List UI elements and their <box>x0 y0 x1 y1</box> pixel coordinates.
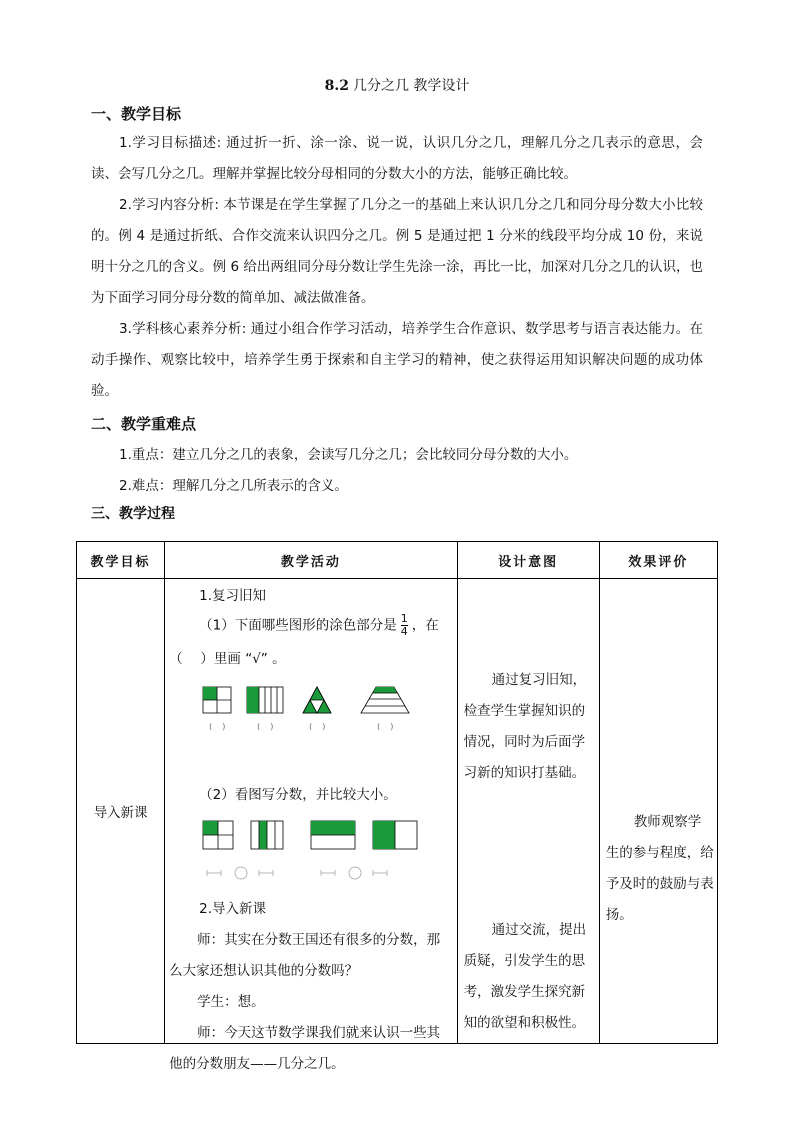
fraction-figures-row1 <box>199 683 439 717</box>
header-activity: 教学活动 <box>165 542 457 579</box>
frac-denominator: 4 <box>400 625 408 638</box>
fraction-one-quarter <box>401 613 408 638</box>
title-number: 8.2 <box>324 78 349 94</box>
compare-blanks <box>207 867 387 879</box>
intent-cell <box>457 579 599 1044</box>
review-title: 1.复习旧知 <box>199 588 267 604</box>
answer-blank[interactable]: ( ) <box>209 722 227 731</box>
goal-item: 1.学习目标描述: 通过折一折、涂一涂、说一说，认识几分之几，理解几分之几表示的意思，会读、会写几分之几。理解并掌握比较分母相同的分数大小的方法，能够正确比较。 <box>91 135 703 182</box>
page-title <box>0 76 794 96</box>
square-quarter-figure <box>203 687 231 713</box>
lesson-table <box>76 541 718 1072</box>
intent-text: 通过交流，提出质疑，引发学生的思考，激发学生探究新知的欲望和积极性。 <box>463 922 587 1031</box>
table-header-row <box>77 542 718 579</box>
intro-title: 2.导入新课 <box>199 901 267 917</box>
compare-rect-d <box>373 821 417 849</box>
header-evaluation: 效果评价 <box>599 542 717 579</box>
activity-cell <box>165 579 457 1072</box>
frac-numerator: 1 <box>400 612 408 625</box>
title-text: 几分之几 教学设计 <box>352 78 470 94</box>
intent-intro <box>464 915 594 1039</box>
answer-blank[interactable]: ( ) <box>377 722 395 731</box>
question-1 <box>199 613 439 638</box>
fraction-figures-row2 <box>199 817 439 889</box>
goal-item: 2.学习内容分析: 本节课是在学生掌握了几分之一的基础上来认识几分之几和同分母分数大小比较的。例 4 是通过折纸、合作交流来认识四分之几。例 5 是通过把 1 分米的线段平均分成 10 份，来说明十分之几的含义。例 6 给出两组同分母分数让学生先涂一涂，再比一比，加深对几分之几的认识，也为下面学习同分母分数的简单加、减法做准备。 <box>91 197 703 306</box>
goals-paragraphs <box>91 128 703 407</box>
stage-label: 导入新课 <box>93 805 148 821</box>
section-heading-keypoints: 二、教学重难点 <box>91 415 197 433</box>
dialogue-line: 师：其实在分数王国还有很多的分数，那么大家还想认识其他的分数吗？ <box>169 932 441 979</box>
evaluation-cell <box>599 579 717 1044</box>
header-goal: 教学目标 <box>77 542 165 579</box>
compare-rect-c <box>311 821 355 849</box>
compare-square-a <box>203 821 233 849</box>
dialogue-block <box>169 925 451 1080</box>
section-heading-process: 三、教学过程 <box>91 506 175 522</box>
dialogue-line: 学生：想。 <box>197 994 265 1010</box>
answer-blank[interactable]: ( ) <box>309 722 327 731</box>
dialogue-line: 师：今天这节数学课我们就来认识一些其他的分数朋友——几分之几。 <box>169 1025 441 1072</box>
evaluation-text: 教师观察学生的参与程度，给予及时的鼓励与表扬。 <box>605 814 714 923</box>
keypoint-item: 1.重点：建立几分之几的表象，会读写几分之几；会比较同分母分数的大小。 <box>119 447 578 463</box>
question-1-line2: （ ）里画 “√” 。 <box>169 651 286 667</box>
answer-blank[interactable]: ( ) <box>257 722 275 731</box>
section-heading-goals: 一、教学目标 <box>91 105 182 123</box>
q1-suffix: ，在 <box>411 617 439 634</box>
question-2: （2）看图写分数，并比较大小。 <box>199 787 397 803</box>
strip-figure <box>247 687 283 713</box>
compare-strip-b <box>251 821 283 849</box>
keypoint-item: 2.难点：理解几分之几所表示的含义。 <box>119 478 348 494</box>
triangle-figure <box>303 687 331 713</box>
intent-text: 通过复习旧知，检查学生掌握知识的情况，同时为后面学习新的知识打基础。 <box>463 672 587 781</box>
goal-item: 3.学科核心素养分析: 通过小组合作学习活动，培养学生合作意识、数学思考与语言表达能力。在动手操作、观察比较中，培养学生勇于探索和自主学习的精神，使之获得运用知识解决问题的成功体验。 <box>91 321 703 399</box>
evaluation-text-block <box>606 807 714 931</box>
intent-review <box>464 665 594 789</box>
keypoints-paragraphs <box>91 440 703 502</box>
stage-cell <box>77 579 165 1044</box>
table-row <box>77 579 718 1044</box>
header-intent: 设计意图 <box>457 542 599 579</box>
q1-prefix: （1）下面哪些图形的涂色部分是 <box>199 617 397 634</box>
trapezoid-figure <box>361 687 409 713</box>
